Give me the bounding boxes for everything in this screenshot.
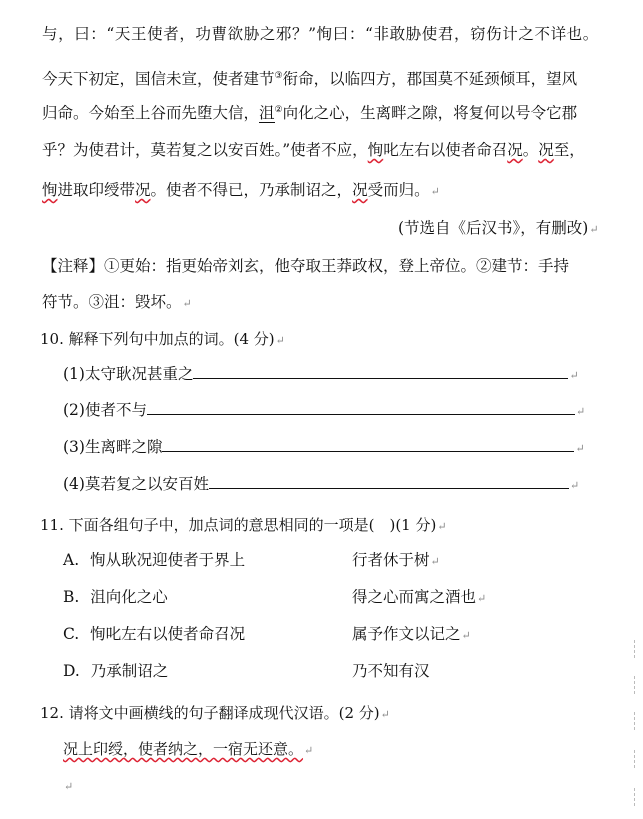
proofing-word: 恂 — [42, 181, 58, 199]
paragraph-mark-icon: ↵ — [569, 369, 579, 382]
margin-marker — [634, 750, 643, 768]
passage-text: 今天下初定，国信未宣，使者建节 — [42, 70, 275, 88]
passage-text: 。使者不得已，乃承制诏之， — [150, 181, 353, 199]
annotation-line-1 — [42, 254, 569, 276]
question-11-title — [40, 514, 447, 535]
option-right-text: 属予作文以记之 — [352, 625, 461, 643]
option-letter: D. — [63, 662, 80, 680]
source-citation — [398, 216, 599, 238]
proofing-word: 况 — [507, 141, 523, 159]
passage-text: 与，曰：“天王使者，功曹欲胁之邪？”恂曰：“非敢胁使君，窃伤计之不详也。 — [42, 25, 599, 43]
proofing-word: 恂 — [367, 141, 384, 159]
proofing-word: 况 — [538, 141, 554, 159]
q10-item-2 — [63, 398, 585, 420]
passage-line-1 — [42, 22, 599, 44]
paragraph-mark-icon: ↵ — [575, 405, 586, 418]
q11-option-a[interactable] — [63, 548, 245, 570]
question-text: 12. 请将文中画横线的句子翻译成现代汉语。(2 分) — [40, 704, 380, 722]
proofing-word: 况 — [352, 181, 368, 199]
q11-option-d-right — [352, 659, 430, 681]
paragraph-mark-icon: ↵ — [275, 334, 285, 347]
q11-option-c[interactable] — [63, 622, 245, 644]
option-right-text: 得之心而寓之酒也 — [352, 588, 477, 606]
question-text: 11. 下面各组句子中，加点词的意思相同的一项是( )(1 分) — [40, 516, 437, 534]
passage-text: 进取印绶带 — [57, 181, 136, 199]
passage-text: 受而归。 — [367, 181, 430, 199]
underlined-word: 沮 — [259, 104, 275, 122]
option-left-text: 沮向化之心 — [90, 588, 168, 606]
annotation-line-2 — [42, 290, 192, 312]
proofing-word: 况 — [135, 181, 151, 199]
paragraph-mark-icon: ↵ — [569, 479, 580, 492]
margin-marker — [634, 788, 643, 806]
paragraph-mark-icon: ↵ — [380, 708, 390, 721]
option-letter: B. — [63, 588, 80, 606]
footnote-marker: ② — [274, 104, 283, 115]
passage-line-3 — [42, 101, 577, 123]
q10-item-4 — [63, 472, 579, 494]
option-left-text: 恂从耿况迎使者于界上 — [90, 551, 246, 569]
paragraph-mark-icon: ↵ — [182, 297, 192, 310]
q10-item-3 — [63, 435, 585, 457]
option-letter: A. — [63, 551, 80, 569]
annotation-text: 符节。③沮：毁坏。 — [42, 293, 182, 311]
item-text: (2)使者不与 — [63, 401, 147, 419]
option-left-text: 乃承制诏之 — [90, 662, 169, 680]
option-left-text: 恂叱左右以使者命召况 — [90, 625, 246, 643]
passage-text: 乎？为使君计，莫若复之以安百姓。”使者不应， — [42, 141, 368, 159]
paragraph-mark-icon: ↵ — [430, 555, 440, 568]
passage-text: 衔命，以临四方，郡国莫不延颈倾耳，望风 — [282, 70, 578, 88]
item-text: (3)生离畔之隙 — [63, 438, 163, 456]
q11-option-b[interactable] — [63, 585, 168, 607]
q11-option-b-right — [352, 585, 486, 607]
paragraph-mark-icon: ↵ — [461, 629, 471, 642]
q11-option-c-right — [352, 622, 471, 644]
passage-text: 归命。今始至上谷而先堕大信， — [42, 104, 260, 122]
paragraph-mark-icon: ↵ — [477, 592, 487, 605]
option-right-text: 行者休于树 — [352, 551, 430, 569]
margin-marker — [634, 712, 643, 730]
answer-blank[interactable] — [193, 363, 568, 379]
footnote-marker: ③ — [274, 70, 283, 81]
paragraph-mark-icon: ↵ — [64, 780, 74, 793]
translate-sentence: 况上印绶，使者纳之，一宿无还意。 — [63, 740, 304, 758]
answer-blank[interactable] — [209, 473, 569, 489]
answer-blank[interactable] — [147, 399, 575, 415]
q10-item-1 — [63, 362, 579, 384]
source-text: (节选自《后汉书》，有删改) — [398, 219, 589, 237]
item-text: (4)莫若复之以安百姓 — [63, 475, 209, 493]
item-text: (1)太守耿况甚重之 — [63, 365, 194, 383]
answer-blank[interactable] — [162, 436, 574, 452]
paragraph-mark-icon: ↵ — [430, 185, 440, 198]
paragraph-mark-icon: ↵ — [575, 442, 585, 455]
passage-line-2 — [42, 67, 577, 89]
margin-marker — [634, 676, 643, 694]
question-10-title — [40, 328, 285, 349]
q11-option-d[interactable] — [63, 659, 168, 681]
annotation-text: 【注释】①更始：指更始帝刘玄，他夺取王莽政权，登上帝位。②建节：手持 — [42, 257, 570, 275]
paragraph-mark-icon: ↵ — [437, 520, 447, 533]
margin-marker — [634, 640, 643, 658]
paragraph-mark-icon: ↵ — [304, 744, 314, 757]
passage-line-5 — [42, 178, 440, 200]
q12-sentence — [63, 738, 313, 759]
paragraph-mark-icon: ↵ — [589, 223, 599, 236]
passage-text: 向化之心，生离畔之隙，将复何以号令它郡 — [282, 104, 578, 122]
question-text: 10. 解释下列句中加点的词。(4 分) — [40, 330, 275, 348]
option-right-text: 乃不知有汉 — [352, 662, 430, 680]
option-letter: C. — [63, 625, 80, 643]
empty-paragraph[interactable] — [63, 776, 73, 794]
passage-line-4 — [42, 138, 585, 160]
passage-text: 至， — [553, 141, 585, 159]
question-12-title — [40, 702, 390, 723]
passage-text: 。 — [522, 141, 539, 159]
passage-text: 叱左右以使者命召 — [383, 141, 508, 159]
q11-option-a-right — [352, 548, 440, 570]
